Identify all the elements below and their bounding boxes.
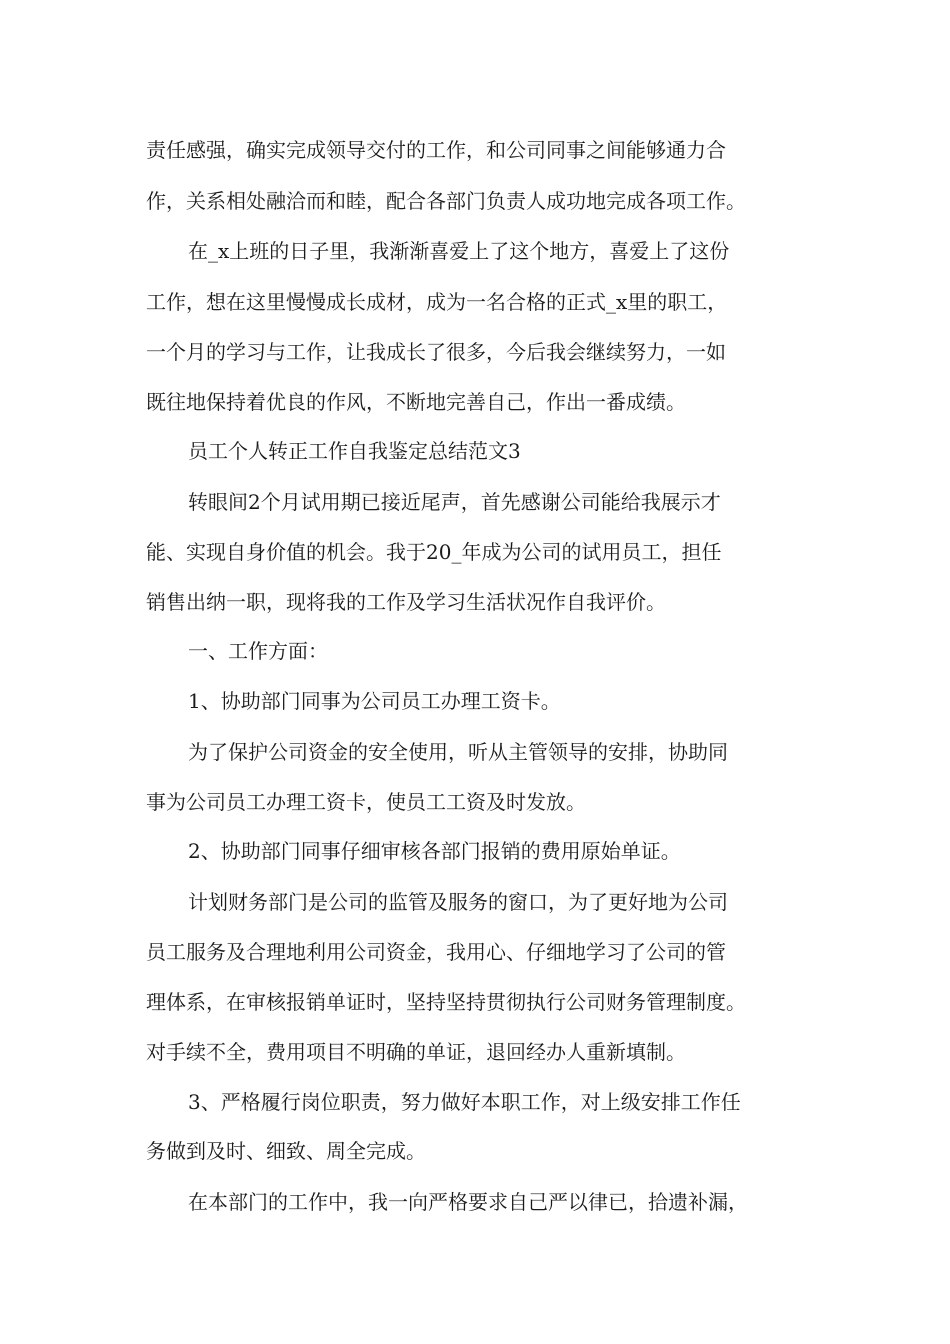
paragraph-start-line: 在本部门的工作中，我一向严格要求自己严以律已，拾遗补漏，: [188, 1190, 748, 1214]
list-item-heading: 3、严格履行岗位职责，努力做好本职工作，对上级安排工作任: [188, 1090, 741, 1114]
text-line: 理体系，在审核报销单证时，坚持坚持贯彻执行公司财务管理制度。: [146, 990, 746, 1014]
text-line: 对手续不全，费用项目不明确的单证，退回经办人重新填制。: [146, 1040, 686, 1064]
subsection-heading: 一、工作方面：: [188, 639, 328, 663]
text-line: 能、实现自身价值的机会。我于20_年成为公司的试用员工，担任: [146, 540, 722, 564]
text-line: 员工服务及合理地利用公司资金，我用心、仔细地学习了公司的管: [146, 940, 726, 964]
text-line: 一个月的学习与工作，让我成长了很多，今后我会继续努力，一如: [146, 340, 726, 364]
section-heading: 员工个人转正工作自我鉴定总结范文3: [188, 439, 521, 463]
list-item-heading: 1、协助部门同事为公司员工办理工资卡。: [188, 689, 561, 713]
text-line: 作，关系相处融洽而和睦，配合各部门负责人成功地完成各项工作。: [146, 189, 746, 213]
text-line: 销售出纳一职，现将我的工作及学习生活状况作自我评价。: [146, 590, 666, 614]
paragraph-start-line: 计划财务部门是公司的监管及服务的窗口，为了更好地为公司: [188, 890, 728, 914]
list-item-heading: 2、协助部门同事仔细审核各部门报销的费用原始单证。: [188, 839, 681, 863]
text-line: 事为公司员工办理工资卡，使员工工资及时发放。: [146, 790, 586, 814]
paragraph-start-line: 在_x上班的日子里，我渐渐喜爱上了这个地方，喜爱上了这份: [188, 239, 730, 263]
paragraph-start-line: 为了保护公司资金的安全使用，听从主管领导的安排，协助同: [188, 740, 728, 764]
text-line: 工作，想在这里慢慢成长成材，成为一名合格的正式_x里的职工，: [146, 290, 728, 314]
text-line: 责任感强，确实完成领导交付的工作，和公司同事之间能够通力合: [146, 138, 726, 162]
paragraph-start-line: 转眼间2个月试用期已接近尾声，首先感谢公司能给我展示才: [188, 490, 721, 514]
text-line: 务做到及时、细致、周全完成。: [146, 1139, 426, 1163]
text-line: 既往地保持着优良的作风，不断地完善自己，作出一番成绩。: [146, 390, 686, 414]
